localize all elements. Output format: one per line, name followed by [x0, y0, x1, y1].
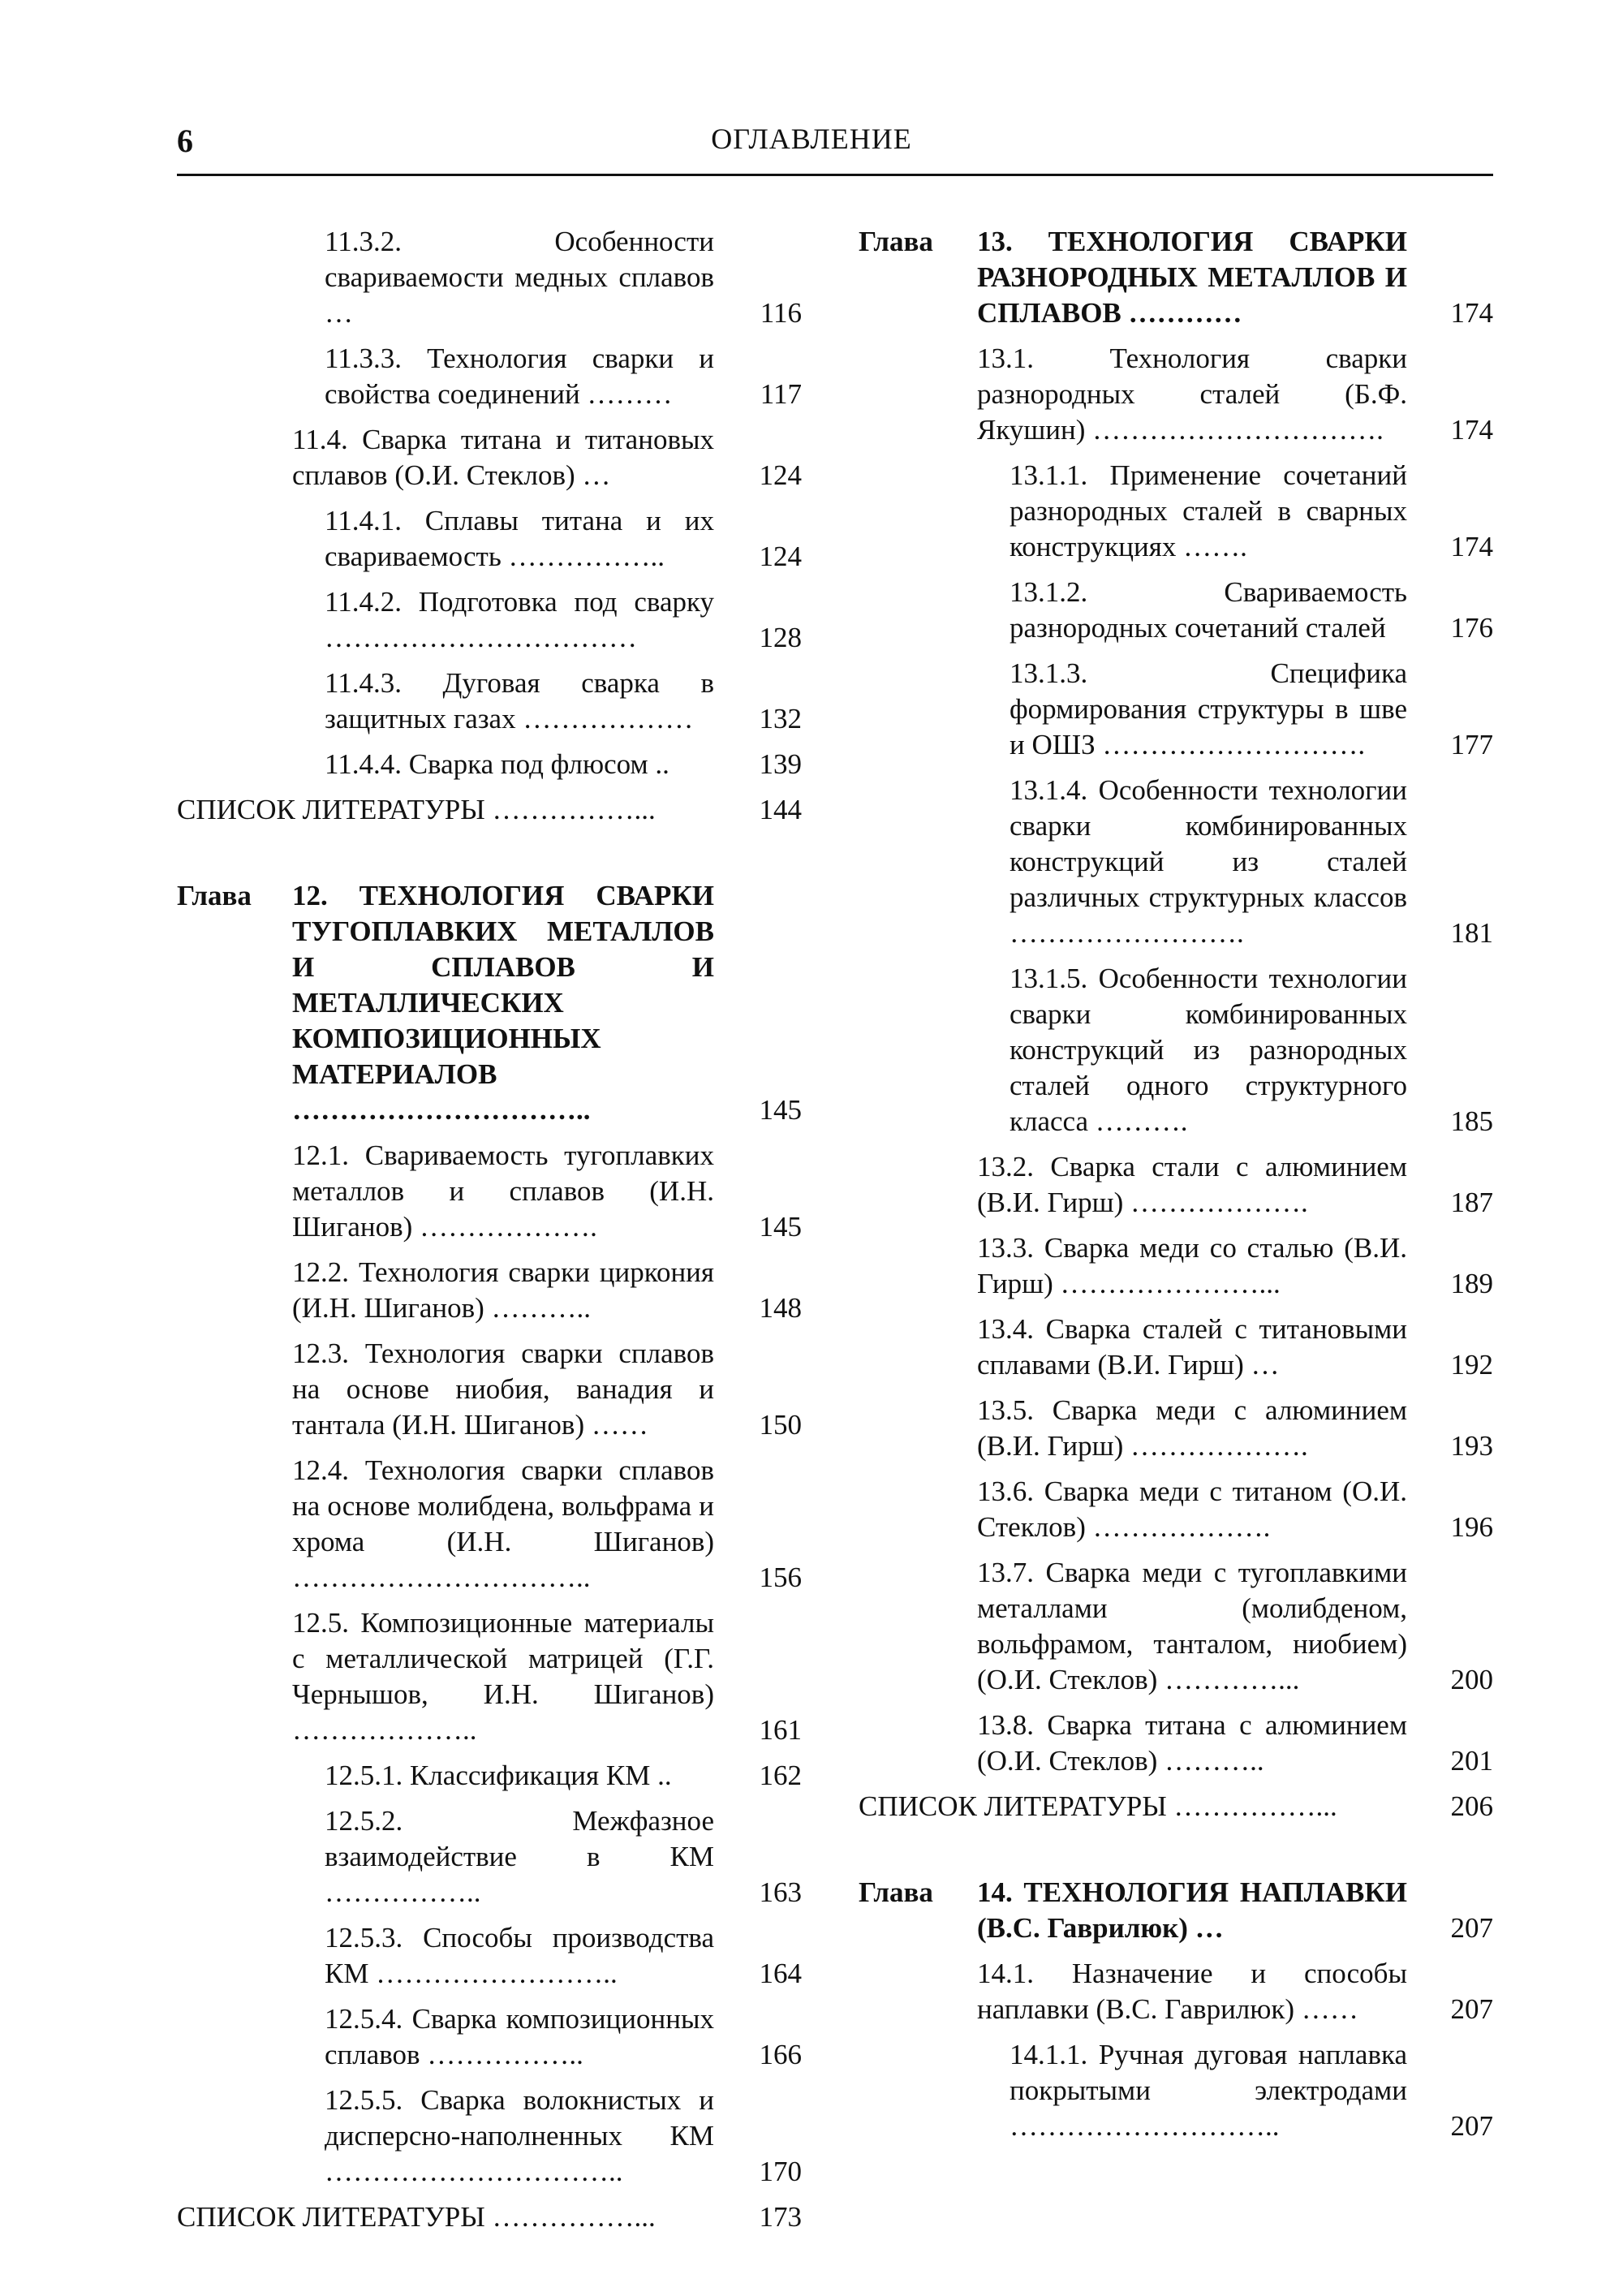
section-gap — [859, 1834, 1493, 1875]
section-gap — [177, 838, 802, 878]
entry-title: 12.5.4. Сварка композиционных сплавов …………….. — [325, 2003, 714, 2070]
page-ref: 207 — [1450, 1912, 1493, 1944]
entry-title: 13.1.5. Особенности технологии сварки комбинированных конструкций из разнородных сталей одного структурного класса ………. — [1010, 963, 1407, 1137]
toc-entry — [177, 503, 802, 575]
page-ref: 174 — [1450, 414, 1493, 446]
page-ref: 177 — [1450, 729, 1493, 760]
entry-title: 14.1.1. Ручная дуговая наплавка покрытыми электродами ……………………….. — [1010, 2039, 1407, 2142]
header-rule — [177, 174, 1493, 176]
page-ref: 145 — [759, 1211, 802, 1243]
chapter-label: Глава — [859, 1876, 933, 1908]
toc-entry — [859, 773, 1493, 951]
entry-title: 13.7. Сварка меди с тугоплавкими металлами (молибденом, вольфрамом, танталом, ниобием) (О.И. Стеклов) …………... — [977, 1557, 1407, 1695]
entry-title: 12.5. Композиционные материалы с металлической матрицей (Г.Г. Чернышов, И.Н. Шиганов) ……………….. — [292, 1607, 714, 1746]
toc-right-column — [859, 224, 1493, 2154]
toc-left-column — [177, 224, 802, 2245]
page-ref: 187 — [1450, 1187, 1493, 1218]
toc-references-entry — [177, 792, 802, 828]
chapter-title: 12. ТЕХНОЛОГИЯ СВАРКИ ТУГОПЛАВКИХ МЕТАЛЛОВ И СПЛАВОВ И МЕТАЛЛИЧЕСКИХ КОМПОЗИЦИОННЫХ МАТЕРИАЛОВ ………………………….. — [292, 880, 714, 1126]
toc-entry — [177, 1803, 802, 1910]
page-ref: 192 — [1450, 1349, 1493, 1381]
toc-entry — [859, 1555, 1493, 1698]
entry-title: 13.1.2. Свариваемость разнородных сочетаний сталей — [1010, 576, 1407, 644]
entry-title: 11.4.3. Дуговая сварка в защитных газах ……………… — [325, 667, 714, 734]
entry-title: 13.2. Сварка стали с алюминием (В.И. Гирш) ………………. — [977, 1151, 1407, 1218]
toc-entry — [177, 1758, 802, 1794]
entry-title: 11.4.2. Подготовка под сварку …………………………… — [325, 586, 714, 653]
page-ref: 148 — [759, 1292, 802, 1324]
page-ref: 196 — [1450, 1511, 1493, 1543]
toc-entry — [859, 1149, 1493, 1221]
entry-title: 13.3. Сварка меди со сталью (В.И. Гирш) …………………... — [977, 1232, 1407, 1299]
entry-title: 11.3.2. Особенности свариваемости медных сплавов … — [325, 226, 714, 329]
entry-title: 12.5.3. Способы производства КМ …………………….. — [325, 1922, 714, 1989]
chapter-label: Глава — [859, 226, 933, 257]
entry-title: 13.8. Сварка титана с алюминием (О.И. Стеклов) ……….. — [977, 1709, 1407, 1777]
toc-entry — [177, 1605, 802, 1748]
toc-entry — [859, 1312, 1493, 1383]
toc-entry — [177, 2083, 802, 2190]
page-ref: 206 — [1450, 1790, 1493, 1822]
entry-title: СПИСОК ЛИТЕРАТУРЫ ……………... — [177, 2201, 656, 2233]
entry-title: СПИСОК ЛИТЕРАТУРЫ ……………... — [859, 1790, 1337, 1822]
page-ref: 144 — [759, 794, 802, 825]
page-ref: 207 — [1450, 1993, 1493, 2025]
entry-title: 12.5.1. Классификация КМ .. — [325, 1760, 672, 1791]
page-ref: 116 — [760, 297, 802, 329]
toc-entry — [177, 1920, 802, 1992]
entry-title: 12.5.2. Межфазное взаимодействие в КМ …………….. — [325, 1805, 714, 1908]
toc-entry — [859, 1393, 1493, 1464]
entry-title: 13.1.4. Особенности технологии сварки комбинированных конструкций из сталей различных структурных классов ……………………. — [1010, 774, 1407, 949]
page-ref: 150 — [759, 1409, 802, 1441]
entry-title: 13.1. Технология сварки разнородных сталей (Б.Ф. Якушин) …………………………. — [977, 342, 1407, 446]
toc-entry — [859, 575, 1493, 646]
page-ref: 173 — [759, 2201, 802, 2233]
entry-title: 13.5. Сварка меди с алюминием (В.И. Гирш) ………………. — [977, 1394, 1407, 1462]
toc-entry — [859, 1708, 1493, 1779]
page-ref: 145 — [759, 1094, 802, 1126]
toc-entry — [859, 341, 1493, 448]
page-ref: 201 — [1450, 1745, 1493, 1777]
page-ref: 139 — [759, 748, 802, 780]
toc-entry — [177, 747, 802, 782]
page-ref: 185 — [1450, 1105, 1493, 1137]
page-ref: 124 — [759, 459, 802, 491]
page-ref: 117 — [760, 378, 802, 410]
toc-entry — [177, 1138, 802, 1245]
toc-chapter-heading — [177, 878, 802, 1128]
page-number: 6 — [177, 123, 193, 159]
entry-title: 13.1.3. Специфика формирования структуры в шве и ОШЗ ………………………. — [1010, 657, 1407, 760]
page-ref: 174 — [1450, 531, 1493, 562]
toc-entry — [177, 224, 802, 331]
entry-title: 12.3. Технология сварки сплавов на основе ниобия, ванадия и тантала (И.Н. Шиганов) …… — [292, 1338, 714, 1441]
toc-entry — [859, 458, 1493, 565]
chapter-title: 13. ТЕХНОЛОГИЯ СВАРКИ РАЗНОРОДНЫХ МЕТАЛЛОВ И СПЛАВОВ ………… — [977, 226, 1407, 329]
entry-title: 14.1. Назначение и способы наплавки (В.С. Гаврилюк) …… — [977, 1958, 1407, 2025]
toc-chapter-heading — [859, 1875, 1493, 1946]
page-ref: 162 — [759, 1760, 802, 1791]
page-ref: 124 — [759, 541, 802, 572]
toc-entry — [859, 656, 1493, 763]
toc-entry — [177, 584, 802, 656]
toc-entry — [177, 666, 802, 737]
entry-title: 13.1.1. Применение сочетаний разнородных сталей в сварных конструкциях ……. — [1010, 459, 1407, 562]
page-ref: 189 — [1450, 1268, 1493, 1299]
toc-entry — [859, 1956, 1493, 2027]
page-ref: 163 — [759, 1876, 802, 1908]
page-ref: 164 — [759, 1958, 802, 1989]
chapter-label: Глава — [177, 880, 252, 911]
page-ref: 176 — [1450, 612, 1493, 644]
toc-chapter-heading — [859, 224, 1493, 331]
page-ref: 193 — [1450, 1430, 1493, 1462]
toc-entry — [177, 1453, 802, 1596]
entry-title: 13.6. Сварка меди с титаном (О.И. Стеклов) ………………. — [977, 1475, 1407, 1543]
toc-entry — [859, 2037, 1493, 2144]
entry-title: 13.4. Сварка сталей с титановыми сплавами (В.И. Гирш) … — [977, 1313, 1407, 1381]
entry-title: СПИСОК ЛИТЕРАТУРЫ ……………... — [177, 794, 656, 825]
toc-references-entry — [177, 2199, 802, 2235]
running-head: ОГЛАВЛЕНИЕ — [711, 123, 912, 155]
page-ref: 166 — [759, 2039, 802, 2070]
toc-entry — [177, 1255, 802, 1326]
entry-title: 11.4.1. Сплавы титана и их свариваемость …………….. — [325, 505, 714, 572]
toc-references-entry — [859, 1789, 1493, 1824]
toc-entry — [859, 1474, 1493, 1545]
page-ref: 156 — [759, 1562, 802, 1593]
entry-title: 12.2. Технология сварки циркония (И.Н. Шиганов) ……….. — [292, 1256, 714, 1324]
entry-title: 11.4.4. Сварка под флюсом .. — [325, 748, 669, 780]
entry-title: 12.4. Технология сварки сплавов на основе молибдена, вольфрама и хрома (И.Н. Шиганов) ………………………….. — [292, 1454, 714, 1593]
page-ref: 207 — [1450, 2110, 1493, 2142]
entry-title: 12.1. Свариваемость тугоплавких металлов и сплавов (И.Н. Шиганов) ………………. — [292, 1139, 714, 1243]
entry-title: 12.5.5. Сварка волокнистых и дисперсно-наполненных КМ ………………………….. — [325, 2084, 714, 2187]
chapter-title: 14. ТЕХНОЛОГИЯ НАПЛАВКИ (В.С. Гаврилюк) … — [977, 1876, 1407, 1944]
page-ref: 200 — [1450, 1664, 1493, 1695]
toc-entry — [177, 1336, 802, 1443]
toc-entry — [859, 961, 1493, 1139]
entry-title: 11.3.3. Технология сварки и свойства соединений ……… — [325, 342, 714, 410]
toc-entry — [177, 2001, 802, 2073]
entry-title: 11.4. Сварка титана и титановых сплавов (О.И. Стеклов) … — [292, 424, 714, 491]
page-ref: 161 — [759, 1714, 802, 1746]
page-ref: 174 — [1450, 297, 1493, 329]
page-ref: 181 — [1450, 917, 1493, 949]
page-ref: 170 — [759, 2156, 802, 2187]
page-ref: 128 — [759, 622, 802, 653]
toc-entry — [859, 1230, 1493, 1302]
page-ref: 132 — [759, 703, 802, 734]
toc-entry — [177, 422, 802, 493]
toc-entry — [177, 341, 802, 412]
